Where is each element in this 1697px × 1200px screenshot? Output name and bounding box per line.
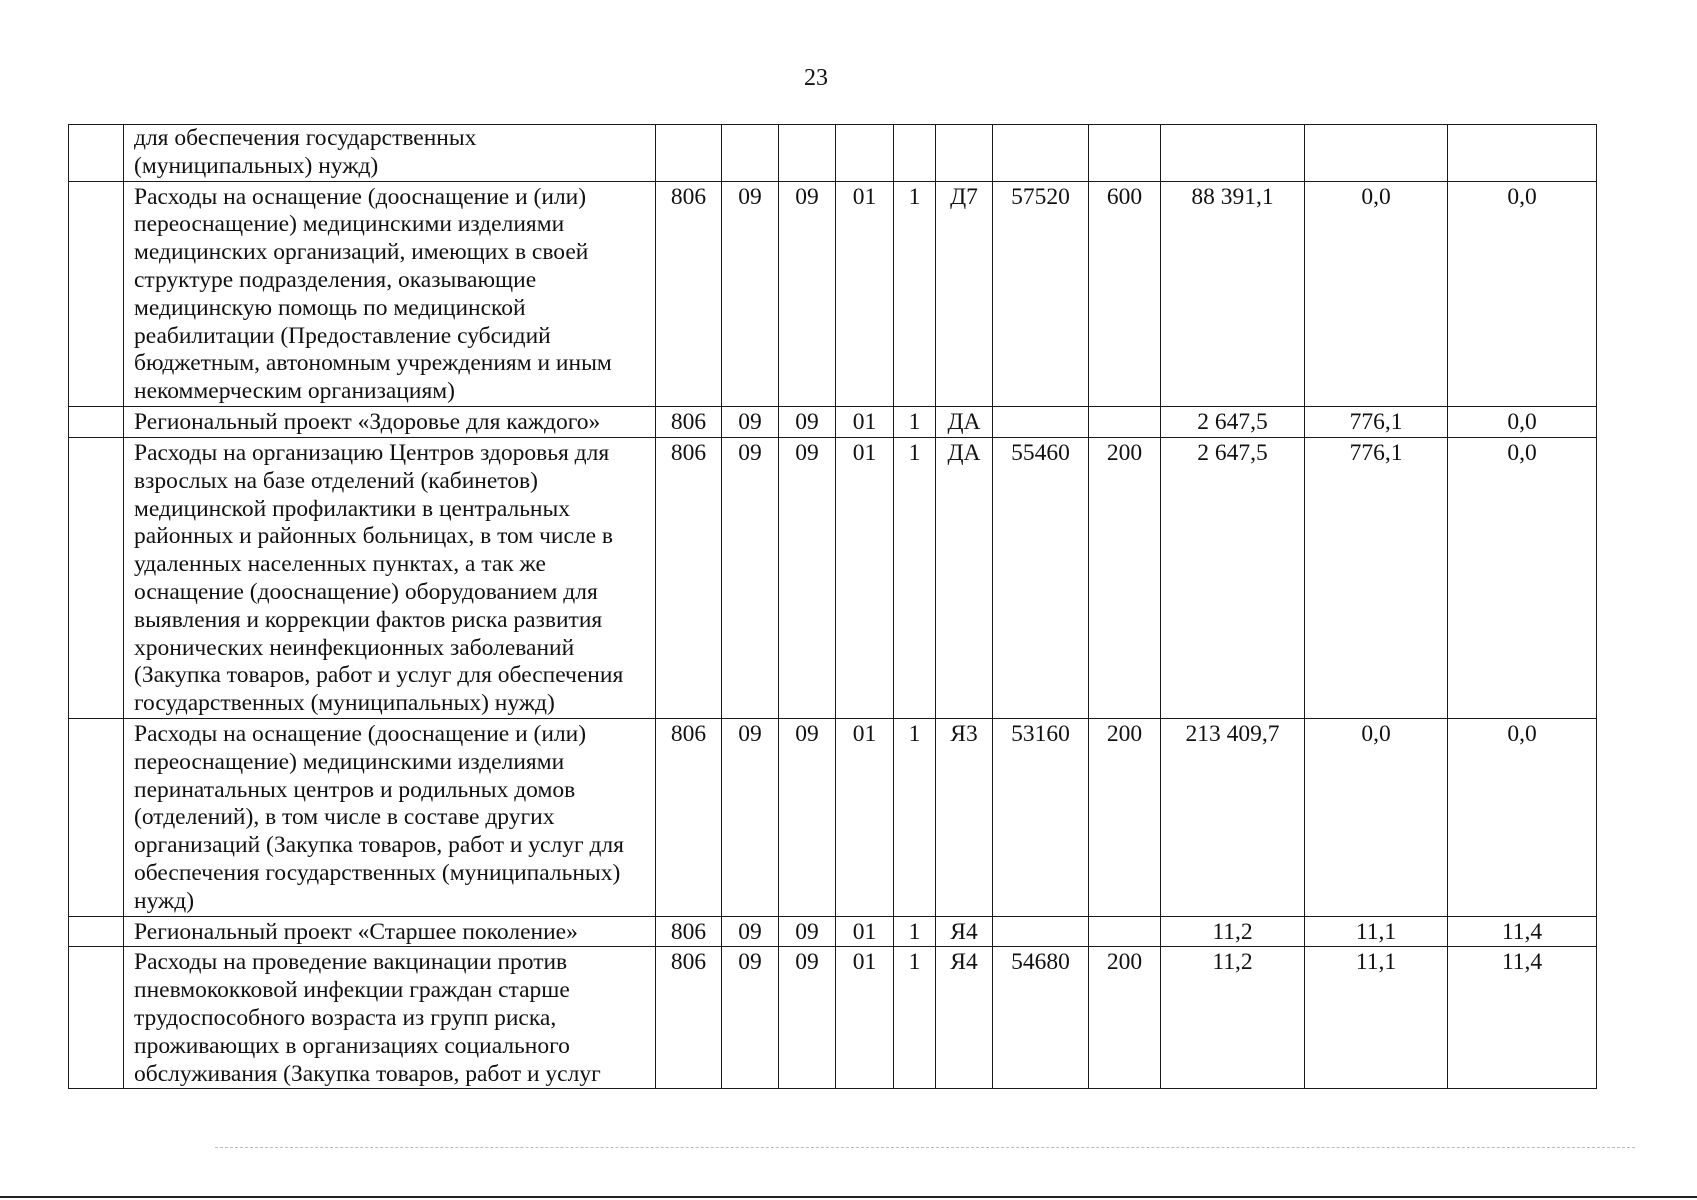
amount-year-1-cell: 2 647,5 <box>1161 437 1305 718</box>
subsection-code-cell: 09 <box>779 916 836 947</box>
expense-type-cell: 200 <box>1089 718 1161 916</box>
subprogram-code-cell: 1 <box>894 718 936 916</box>
amount-year-2-cell <box>1305 125 1448 182</box>
subsection-code-cell: 09 <box>779 718 836 916</box>
table-row <box>69 125 1597 182</box>
page-number: 23 <box>804 65 828 91</box>
program-code-cell: 01 <box>836 437 894 718</box>
amount-year-3-cell: 11,4 <box>1448 947 1597 1089</box>
subsection-code-cell: 09 <box>779 437 836 718</box>
row-number-cell <box>69 916 124 947</box>
amount-year-3-cell: 0,0 <box>1448 718 1597 916</box>
subsection-code-cell <box>779 125 836 182</box>
scan-artifact-line <box>215 1147 1635 1148</box>
description-cell: Расходы на оснащение (дооснащение и (или) переоснащение) медицинскими изделиями медицинских организаций, имеющих в своей структуре подразделения, оказывающие медицинскую помощь по медицинской реабилитации (Предоставление субсидий бюджетным, автономным учреждениям и иным некоммерческим организациям) <box>124 181 656 406</box>
amount-year-3-cell: 0,0 <box>1448 406 1597 437</box>
amount-year-3-cell: 11,4 <box>1448 916 1597 947</box>
project-code-cell: Д7 <box>936 181 993 406</box>
direction-code-cell: 57520 <box>993 181 1089 406</box>
expense-type-cell <box>1089 916 1161 947</box>
description-cell: Расходы на организацию Центров здоровья для взрослых на базе отделений (кабинетов) медицинской профилактики в центральных районных и районных больницах, в том числе в удаленных населенных пунктах, а так же оснащение (дооснащение) оборудованием для выявления и коррекции фактов риска развития хронических неинфекционных заболеваний (Закупка товаров, работ и услуг для обеспечения государственных (муниципальных) нужд) <box>124 437 656 718</box>
row-number-cell <box>69 125 124 182</box>
table-row <box>69 718 1597 916</box>
amount-year-2-cell: 0,0 <box>1305 718 1448 916</box>
section-code-cell: 09 <box>722 916 779 947</box>
ministry-code-cell: 806 <box>656 181 722 406</box>
program-code-cell: 01 <box>836 181 894 406</box>
amount-year-3-cell: 0,0 <box>1448 437 1597 718</box>
expense-type-cell: 200 <box>1089 437 1161 718</box>
ministry-code-cell <box>656 125 722 182</box>
amount-year-1-cell <box>1161 125 1305 182</box>
description-cell: Расходы на оснащение (дооснащение и (или) переоснащение) медицинскими изделиями перинатальных центров и родильных домов (отделений), в том числе в составе других организаций (Закупка товаров, работ и услуг для обеспечения государственных (муниципальных) нужд) <box>124 718 656 916</box>
expense-type-cell <box>1089 406 1161 437</box>
amount-year-3-cell <box>1448 125 1597 182</box>
section-code-cell: 09 <box>722 406 779 437</box>
direction-code-cell <box>993 916 1089 947</box>
direction-code-cell: 55460 <box>993 437 1089 718</box>
budget-table <box>68 124 1597 1089</box>
table-row <box>69 947 1597 1089</box>
section-code-cell: 09 <box>722 437 779 718</box>
section-code-cell: 09 <box>722 947 779 1089</box>
subsection-code-cell: 09 <box>779 947 836 1089</box>
subprogram-code-cell: 1 <box>894 406 936 437</box>
amount-year-1-cell: 88 391,1 <box>1161 181 1305 406</box>
direction-code-cell: 54680 <box>993 947 1089 1089</box>
subprogram-code-cell: 1 <box>894 947 936 1089</box>
direction-code-cell <box>993 406 1089 437</box>
ministry-code-cell: 806 <box>656 437 722 718</box>
row-number-cell <box>69 947 124 1089</box>
section-code-cell: 09 <box>722 181 779 406</box>
project-code-cell: Я4 <box>936 916 993 947</box>
description-cell: Региональный проект «Старшее поколение» <box>124 916 656 947</box>
amount-year-2-cell: 11,1 <box>1305 947 1448 1089</box>
row-number-cell <box>69 718 124 916</box>
description-cell: Расходы на проведение вакцинации против пневмококковой инфекции граждан старше трудоспособного возраста из групп риска, проживающих в организациях социального обслуживания (Закупка товаров, работ и услуг <box>124 947 656 1089</box>
project-code-cell: Я4 <box>936 947 993 1089</box>
expense-type-cell <box>1089 125 1161 182</box>
page-bottom-edge <box>0 1196 1697 1198</box>
description-cell: Региональный проект «Здоровье для каждого» <box>124 406 656 437</box>
ministry-code-cell: 806 <box>656 947 722 1089</box>
subsection-code-cell: 09 <box>779 181 836 406</box>
subprogram-code-cell: 1 <box>894 916 936 947</box>
ministry-code-cell: 806 <box>656 916 722 947</box>
ministry-code-cell: 806 <box>656 718 722 916</box>
expense-type-cell: 600 <box>1089 181 1161 406</box>
project-code-cell: Я3 <box>936 718 993 916</box>
amount-year-1-cell: 2 647,5 <box>1161 406 1305 437</box>
project-code-cell <box>936 125 993 182</box>
project-code-cell: ДА <box>936 406 993 437</box>
program-code-cell <box>836 125 894 182</box>
amount-year-2-cell: 11,1 <box>1305 916 1448 947</box>
amount-year-3-cell: 0,0 <box>1448 181 1597 406</box>
direction-code-cell <box>993 125 1089 182</box>
row-number-cell <box>69 181 124 406</box>
subprogram-code-cell: 1 <box>894 437 936 718</box>
amount-year-1-cell: 213 409,7 <box>1161 718 1305 916</box>
row-number-cell <box>69 437 124 718</box>
program-code-cell: 01 <box>836 916 894 947</box>
subprogram-code-cell <box>894 125 936 182</box>
program-code-cell: 01 <box>836 406 894 437</box>
table-row <box>69 916 1597 947</box>
section-code-cell <box>722 125 779 182</box>
row-number-cell <box>69 406 124 437</box>
program-code-cell: 01 <box>836 718 894 916</box>
subprogram-code-cell: 1 <box>894 181 936 406</box>
amount-year-2-cell: 776,1 <box>1305 437 1448 718</box>
amount-year-1-cell: 11,2 <box>1161 916 1305 947</box>
section-code-cell: 09 <box>722 718 779 916</box>
description-cell: для обеспечения государственных (муниципальных) нужд) <box>124 125 656 182</box>
project-code-cell: ДА <box>936 437 993 718</box>
amount-year-1-cell: 11,2 <box>1161 947 1305 1089</box>
ministry-code-cell: 806 <box>656 406 722 437</box>
amount-year-2-cell: 0,0 <box>1305 181 1448 406</box>
amount-year-2-cell: 776,1 <box>1305 406 1448 437</box>
subsection-code-cell: 09 <box>779 406 836 437</box>
table-row <box>69 437 1597 718</box>
direction-code-cell: 53160 <box>993 718 1089 916</box>
table-row <box>69 406 1597 437</box>
program-code-cell: 01 <box>836 947 894 1089</box>
expense-type-cell: 200 <box>1089 947 1161 1089</box>
table-row <box>69 181 1597 406</box>
